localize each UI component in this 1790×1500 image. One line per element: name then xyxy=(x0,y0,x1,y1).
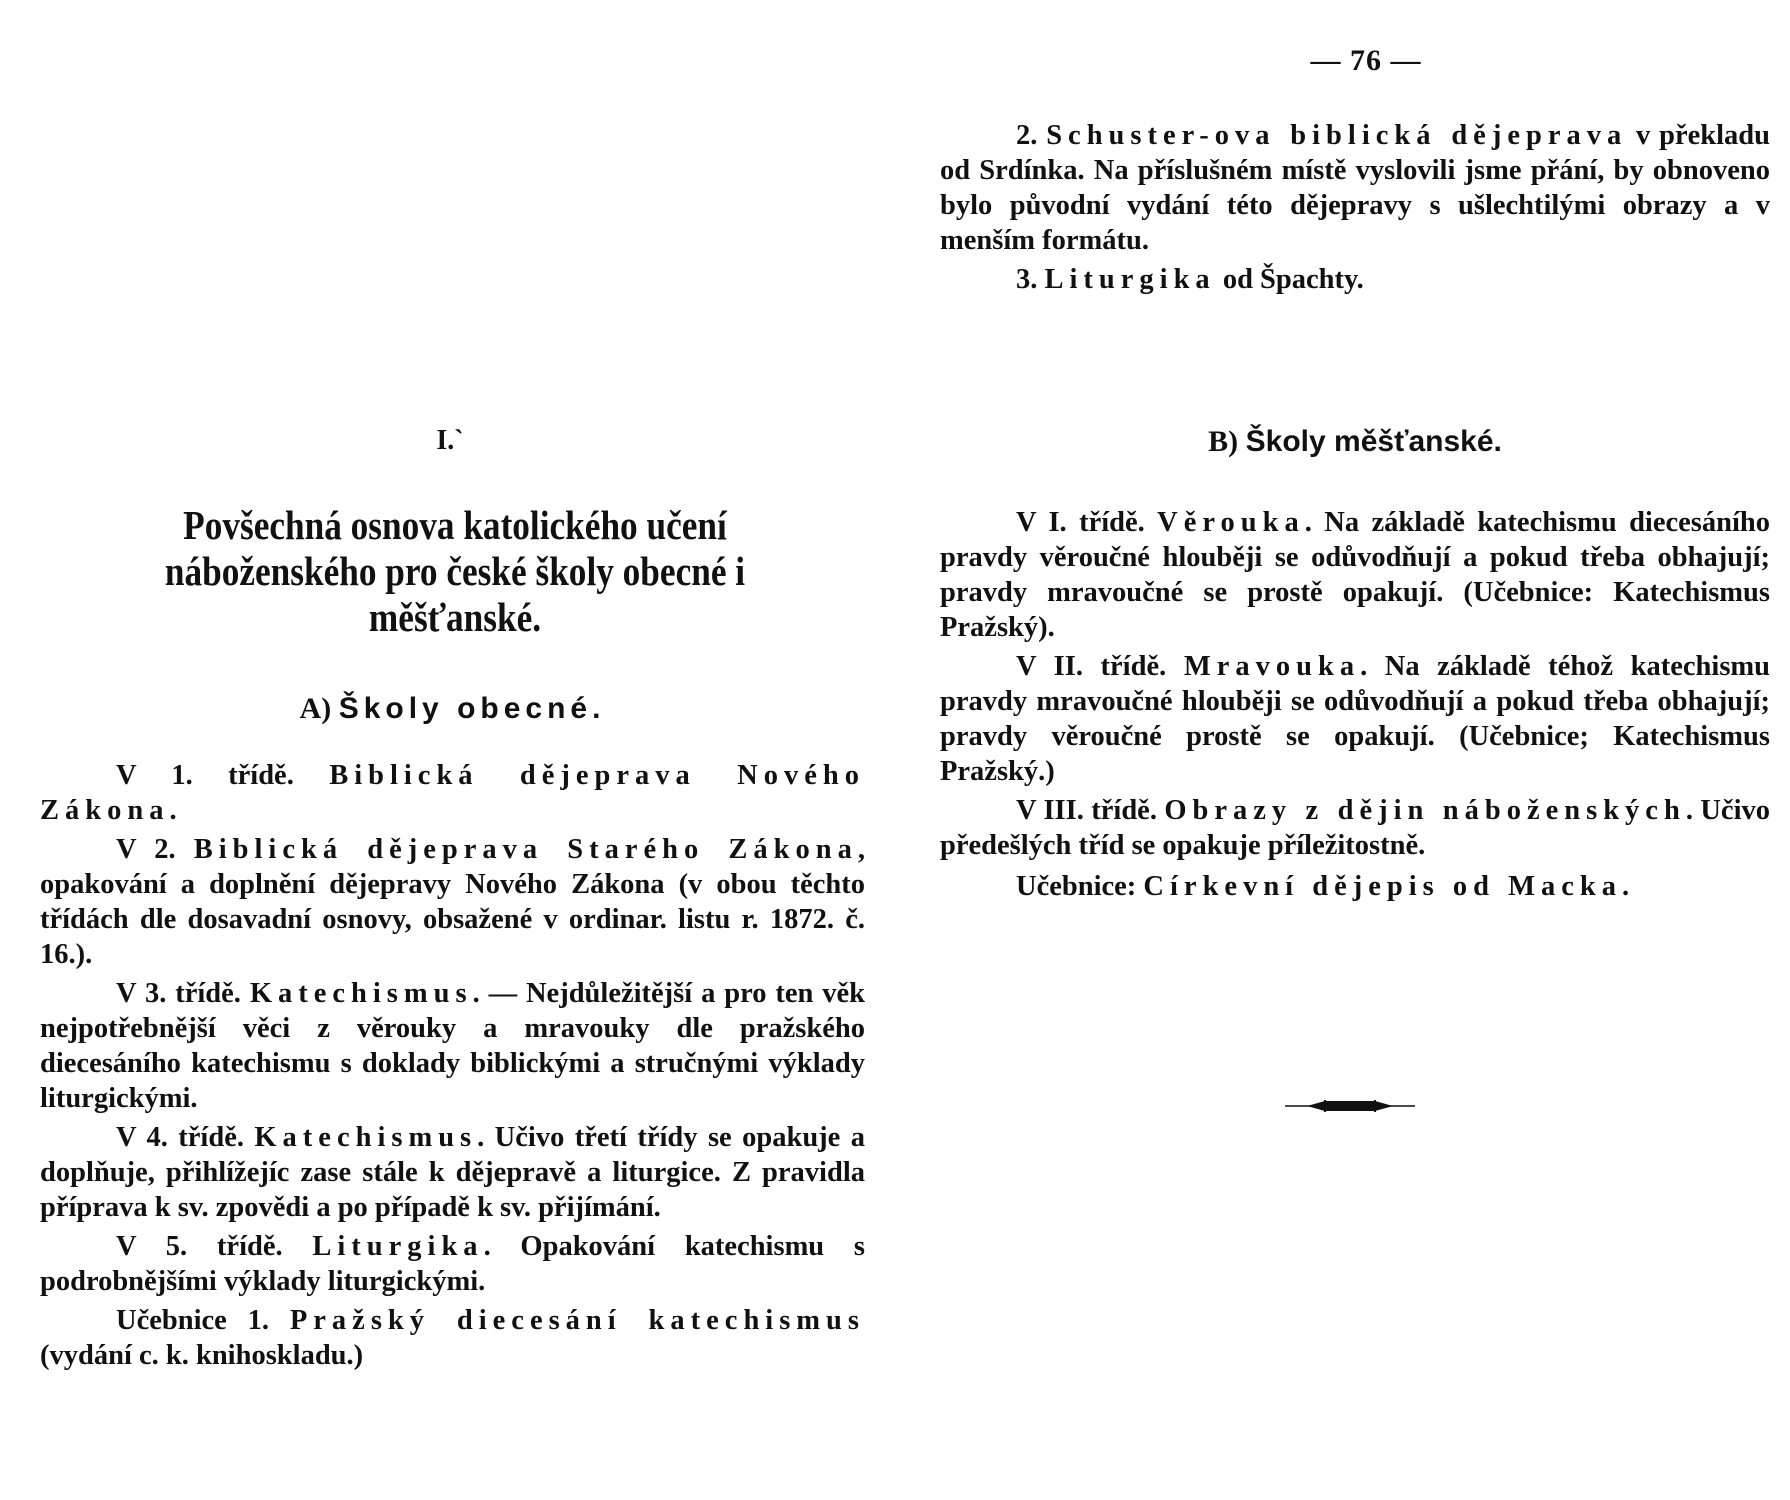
right-body xyxy=(940,505,1770,904)
text-run: od Špachty. xyxy=(1215,264,1364,295)
text-run: V 3. třídě. xyxy=(116,978,250,1009)
paragraph-grade-1 xyxy=(40,758,865,828)
text-run: 2. xyxy=(1016,120,1047,151)
text-run: Učebnice: xyxy=(1016,871,1144,902)
heading-school-civic xyxy=(940,425,1770,459)
text-run: . Učivo třetí třídy se opakuje a doplňuje, přihlížejíc zase stále k dějepravě a liturgice. Z pravidla příprava k sv. zpovědi a po případě k sv. přijímání. xyxy=(40,1122,865,1223)
page-title: Povšechná osnova katolického učení náboženského pro české školy obecné i měšťanské. xyxy=(164,502,746,640)
heading-school-general xyxy=(40,692,865,726)
emphasized-text: Katechismus xyxy=(254,1122,478,1153)
emphasized-text: Biblická dějeprava Nového Zákona. xyxy=(40,760,865,826)
emphasized-text: Biblická dějeprava Starého Zákona xyxy=(193,834,858,865)
left-body xyxy=(40,758,865,1373)
paragraph-grade-4 xyxy=(40,1120,865,1225)
emphasized-text: Mravouka xyxy=(1183,651,1361,682)
emphasized-text: Věrouka xyxy=(1157,507,1305,538)
heading-text: Školy obecné. xyxy=(338,692,606,725)
page-number: — 76 — xyxy=(1310,44,1422,77)
text-run: V 1. třídě. xyxy=(116,760,330,791)
text-run: (vydání c. k. knihoskladu.) xyxy=(40,1340,364,1371)
text-run: 3. xyxy=(1016,264,1045,295)
text-run: . xyxy=(1621,871,1630,902)
paragraph-civic-textbooks xyxy=(940,869,1770,904)
heading-prefix: A) xyxy=(299,692,332,725)
emphasized-text: Obrazy z dějin náboženských xyxy=(1164,795,1686,826)
emphasized-text: Katechismus xyxy=(249,978,473,1009)
paragraph-civic-grade-2 xyxy=(940,649,1770,789)
paragraph-civic-grade-3 xyxy=(940,793,1770,863)
heading-prefix: B) xyxy=(1208,425,1239,458)
text-run: . — Nejdůležitější a pro ten věk nejpotřebnější věci z věrouky a mravouky dle pražského diecesáního katechismu s doklady biblickými a stručnými výklady liturgickými. xyxy=(40,978,865,1114)
text-run: Učebnice 1. xyxy=(116,1305,290,1336)
text-run: v překladu od Srdínka. Na příslušném místě vyslovili jsme přání, by obnoveno bylo původní vydání této dějepravy s ušlechtilými obrazy a v menším formátu. xyxy=(940,120,1770,256)
text-run: . Učivo předešlých tříd se opakuje příležitostně. xyxy=(940,795,1770,861)
text-run: V 2. xyxy=(116,834,194,865)
text-run: V I. třídě. xyxy=(1016,507,1158,538)
text-run: V III. třídě. xyxy=(1016,795,1165,826)
emphasized-text: Církevní dějepis od Macka xyxy=(1143,871,1622,902)
paragraph-grade-2 xyxy=(40,832,865,972)
text-run: . Na základě téhož katechismu pravdy mravoučné hlouběji se odůvodňují a pokud třeba obhajují; pravdy věroučné prostě se opakují. (Učebnice; Katechismus Pražský.) xyxy=(940,651,1770,787)
paragraph-grade-3 xyxy=(40,976,865,1116)
heading-text: Školy měšťanské. xyxy=(1245,425,1502,458)
paragraph-civic-grade-1 xyxy=(940,505,1770,645)
emphasized-text: Liturgika xyxy=(312,1231,484,1262)
paragraph-grade-5 xyxy=(40,1229,865,1299)
list-item-liturgika xyxy=(940,262,1770,297)
text-run: . Na základě katechismu diecesáního pravdy věroučné hlouběji se odůvodňují a pokud třeba obhajují; pravdy mravoučné se prostě opakují. (Učebnice: Katechismus Pražský). xyxy=(940,507,1770,643)
emphasized-text: Liturgika xyxy=(1044,264,1216,295)
right-continuation xyxy=(940,118,1770,297)
section-number: I.` xyxy=(436,425,464,456)
text-run: V II. třídě. xyxy=(1016,651,1184,682)
text-run: V 4. třídě. xyxy=(116,1122,255,1153)
text-run: . Opakování katechismu s podrobnějšími výklady liturgickými. xyxy=(40,1231,865,1297)
paragraph-textbooks xyxy=(40,1303,865,1373)
text-run: V 5. třídě. xyxy=(116,1231,313,1262)
emphasized-text: Pražský diecesání katechismus xyxy=(289,1305,865,1336)
ornament-rule xyxy=(1285,1100,1415,1112)
emphasized-text: Schuster-ova biblická dějeprava xyxy=(1046,120,1628,151)
typographic-ornament-icon xyxy=(1285,1098,1415,1114)
text-run: , opakování a doplnění dějepravy Nového Zákona (v obou těchto třídách dle dosavadní osnovy, obsažené v ordinar. listu r. 1872. č. 16.). xyxy=(40,834,865,970)
list-item-schuster xyxy=(940,118,1770,258)
